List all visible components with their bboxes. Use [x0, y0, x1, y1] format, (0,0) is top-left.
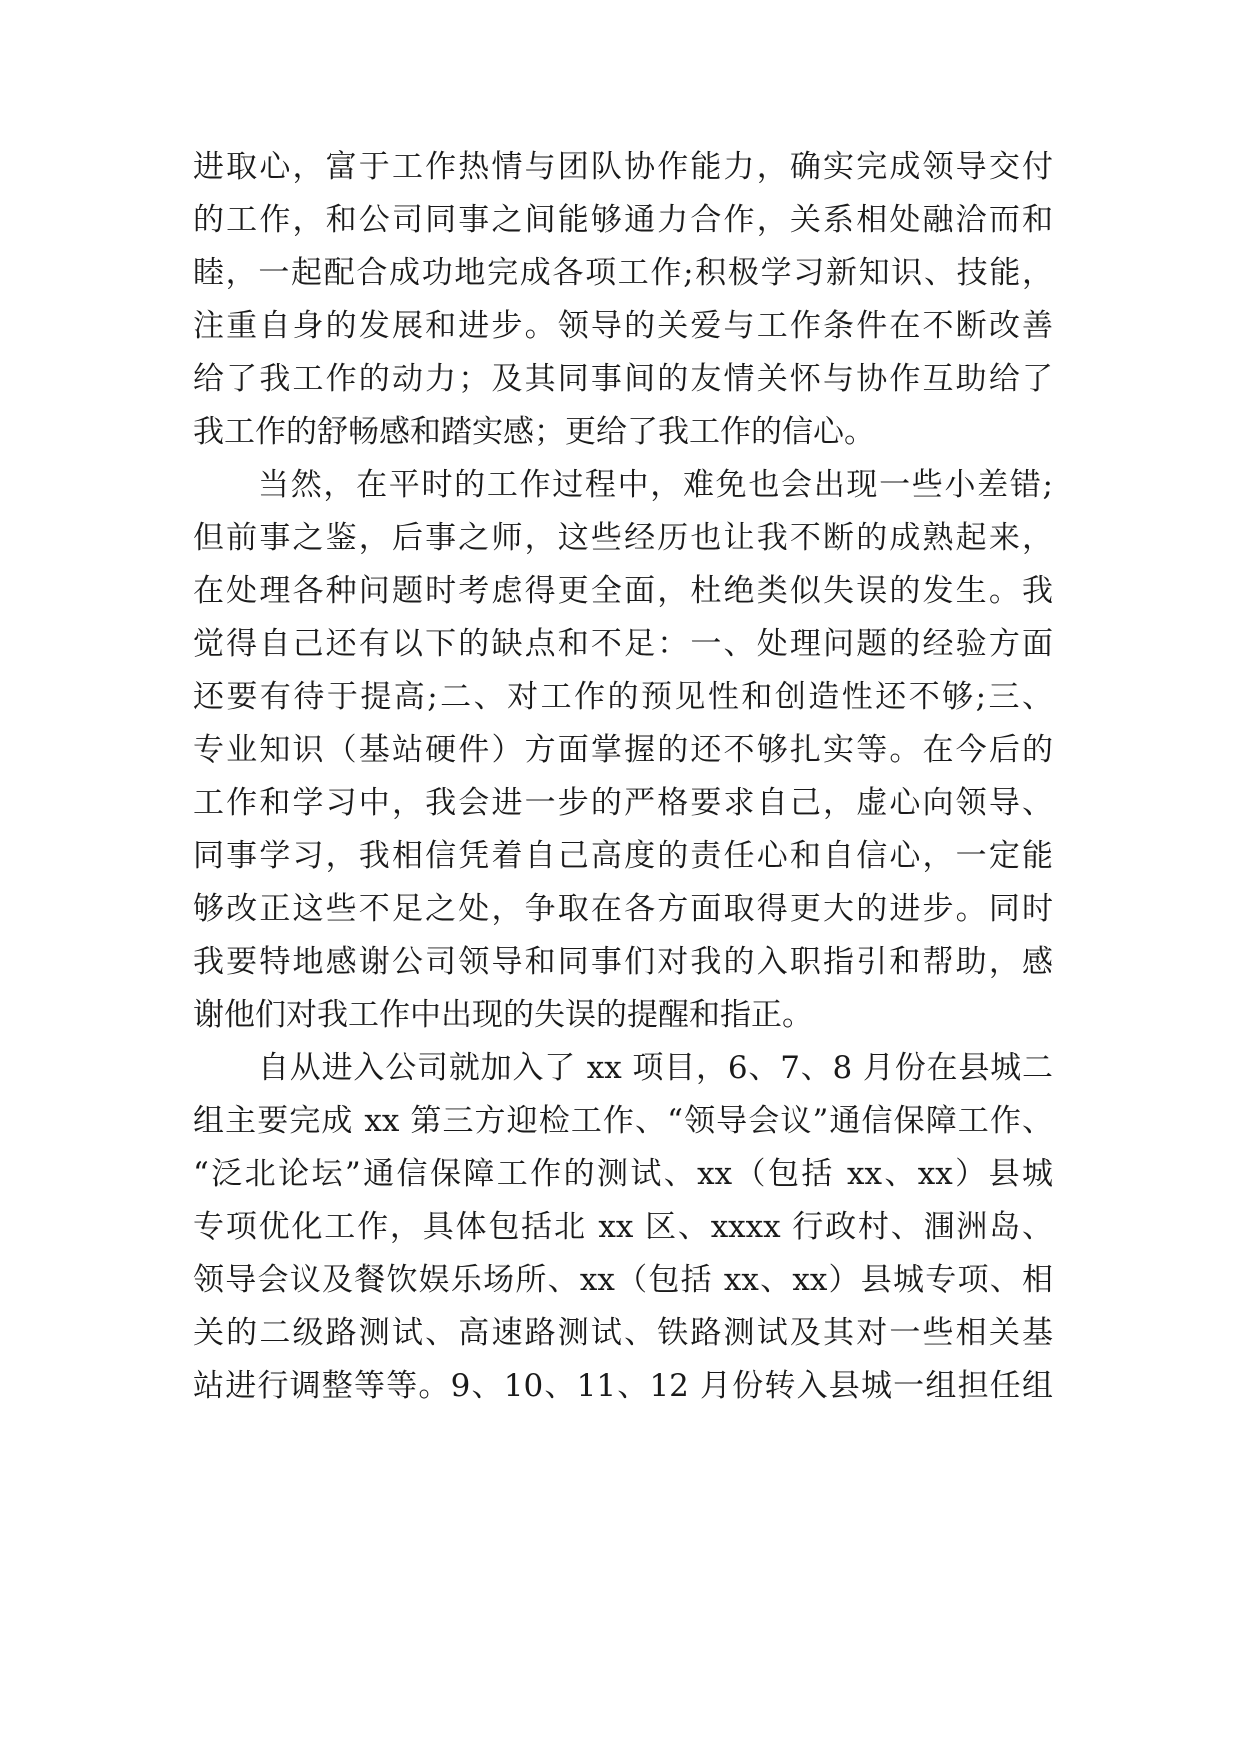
text-line: 觉得自己还有以下的缺点和不足：一、处理问题的经验方面 — [193, 626, 1053, 662]
text-line: 领导会议及餐饮娱乐场所、xx（包括 xx、xx）县城专项、相 — [193, 1262, 1053, 1298]
text-line: 组主要完成 xx 第三方迎检工作、“领导会议”通信保障工作、 — [193, 1103, 1053, 1139]
text-line: 还要有待于提高;二、对工作的预见性和创造性还不够;三、 — [193, 679, 1053, 715]
text-line: 的工作，和公司同事之间能够通力合作，关系相处融洽而和 — [193, 202, 1053, 238]
text-line: 谢他们对我工作中出现的失误的提醒和指正。 — [193, 997, 813, 1033]
text-line: 但前事之鉴，后事之师，这些经历也让我不断的成熟起来， — [193, 520, 1053, 556]
text-line: 够改正这些不足之处，争取在各方面取得更大的进步。同时 — [193, 891, 1053, 927]
text-line: 我工作的舒畅感和踏实感；更给了我工作的信心。 — [193, 414, 875, 450]
paragraph-first-line: 自从进入公司就加入了 xx 项目，6、7、8 月份在县城二 — [258, 1050, 1053, 1086]
text-line: 在处理各种问题时考虑得更全面，杜绝类似失误的发生。我 — [193, 573, 1053, 609]
text-line: 我要特地感谢公司领导和同事们对我的入职指引和帮助，感 — [193, 944, 1053, 980]
text-line: 工作和学习中，我会进一步的严格要求自己，虚心向领导、 — [193, 785, 1053, 821]
text-line: 同事学习，我相信凭着自己高度的责任心和自信心，一定能 — [193, 838, 1053, 874]
text-line: 给了我工作的动力；及其同事间的友情关怀与协作互助给了 — [193, 361, 1053, 397]
text-line: “泛北论坛”通信保障工作的测试、xx（包括 xx、xx）县城 — [193, 1156, 1053, 1192]
text-line: 关的二级路测试、高速路测试、铁路测试及其对一些相关基 — [193, 1315, 1053, 1351]
text-line: 进取心，富于工作热情与团队协作能力，确实完成领导交付 — [193, 149, 1053, 185]
text-line: 专项优化工作，具体包括北 xx 区、xxxx 行政村、涠洲岛、 — [193, 1209, 1053, 1245]
text-line: 专业知识（基站硬件）方面掌握的还不够扎实等。在今后的 — [193, 732, 1053, 768]
text-line: 睦，一起配合成功地完成各项工作;积极学习新知识、技能， — [193, 255, 1053, 291]
text-line: 注重自身的发展和进步。领导的关爱与工作条件在不断改善 — [193, 308, 1053, 344]
text-line: 站进行调整等等。9、10、11、12 月份转入县城一组担任组 — [193, 1368, 1053, 1404]
paragraph-first-line: 当然，在平时的工作过程中，难免也会出现一些小差错; — [258, 467, 1053, 503]
